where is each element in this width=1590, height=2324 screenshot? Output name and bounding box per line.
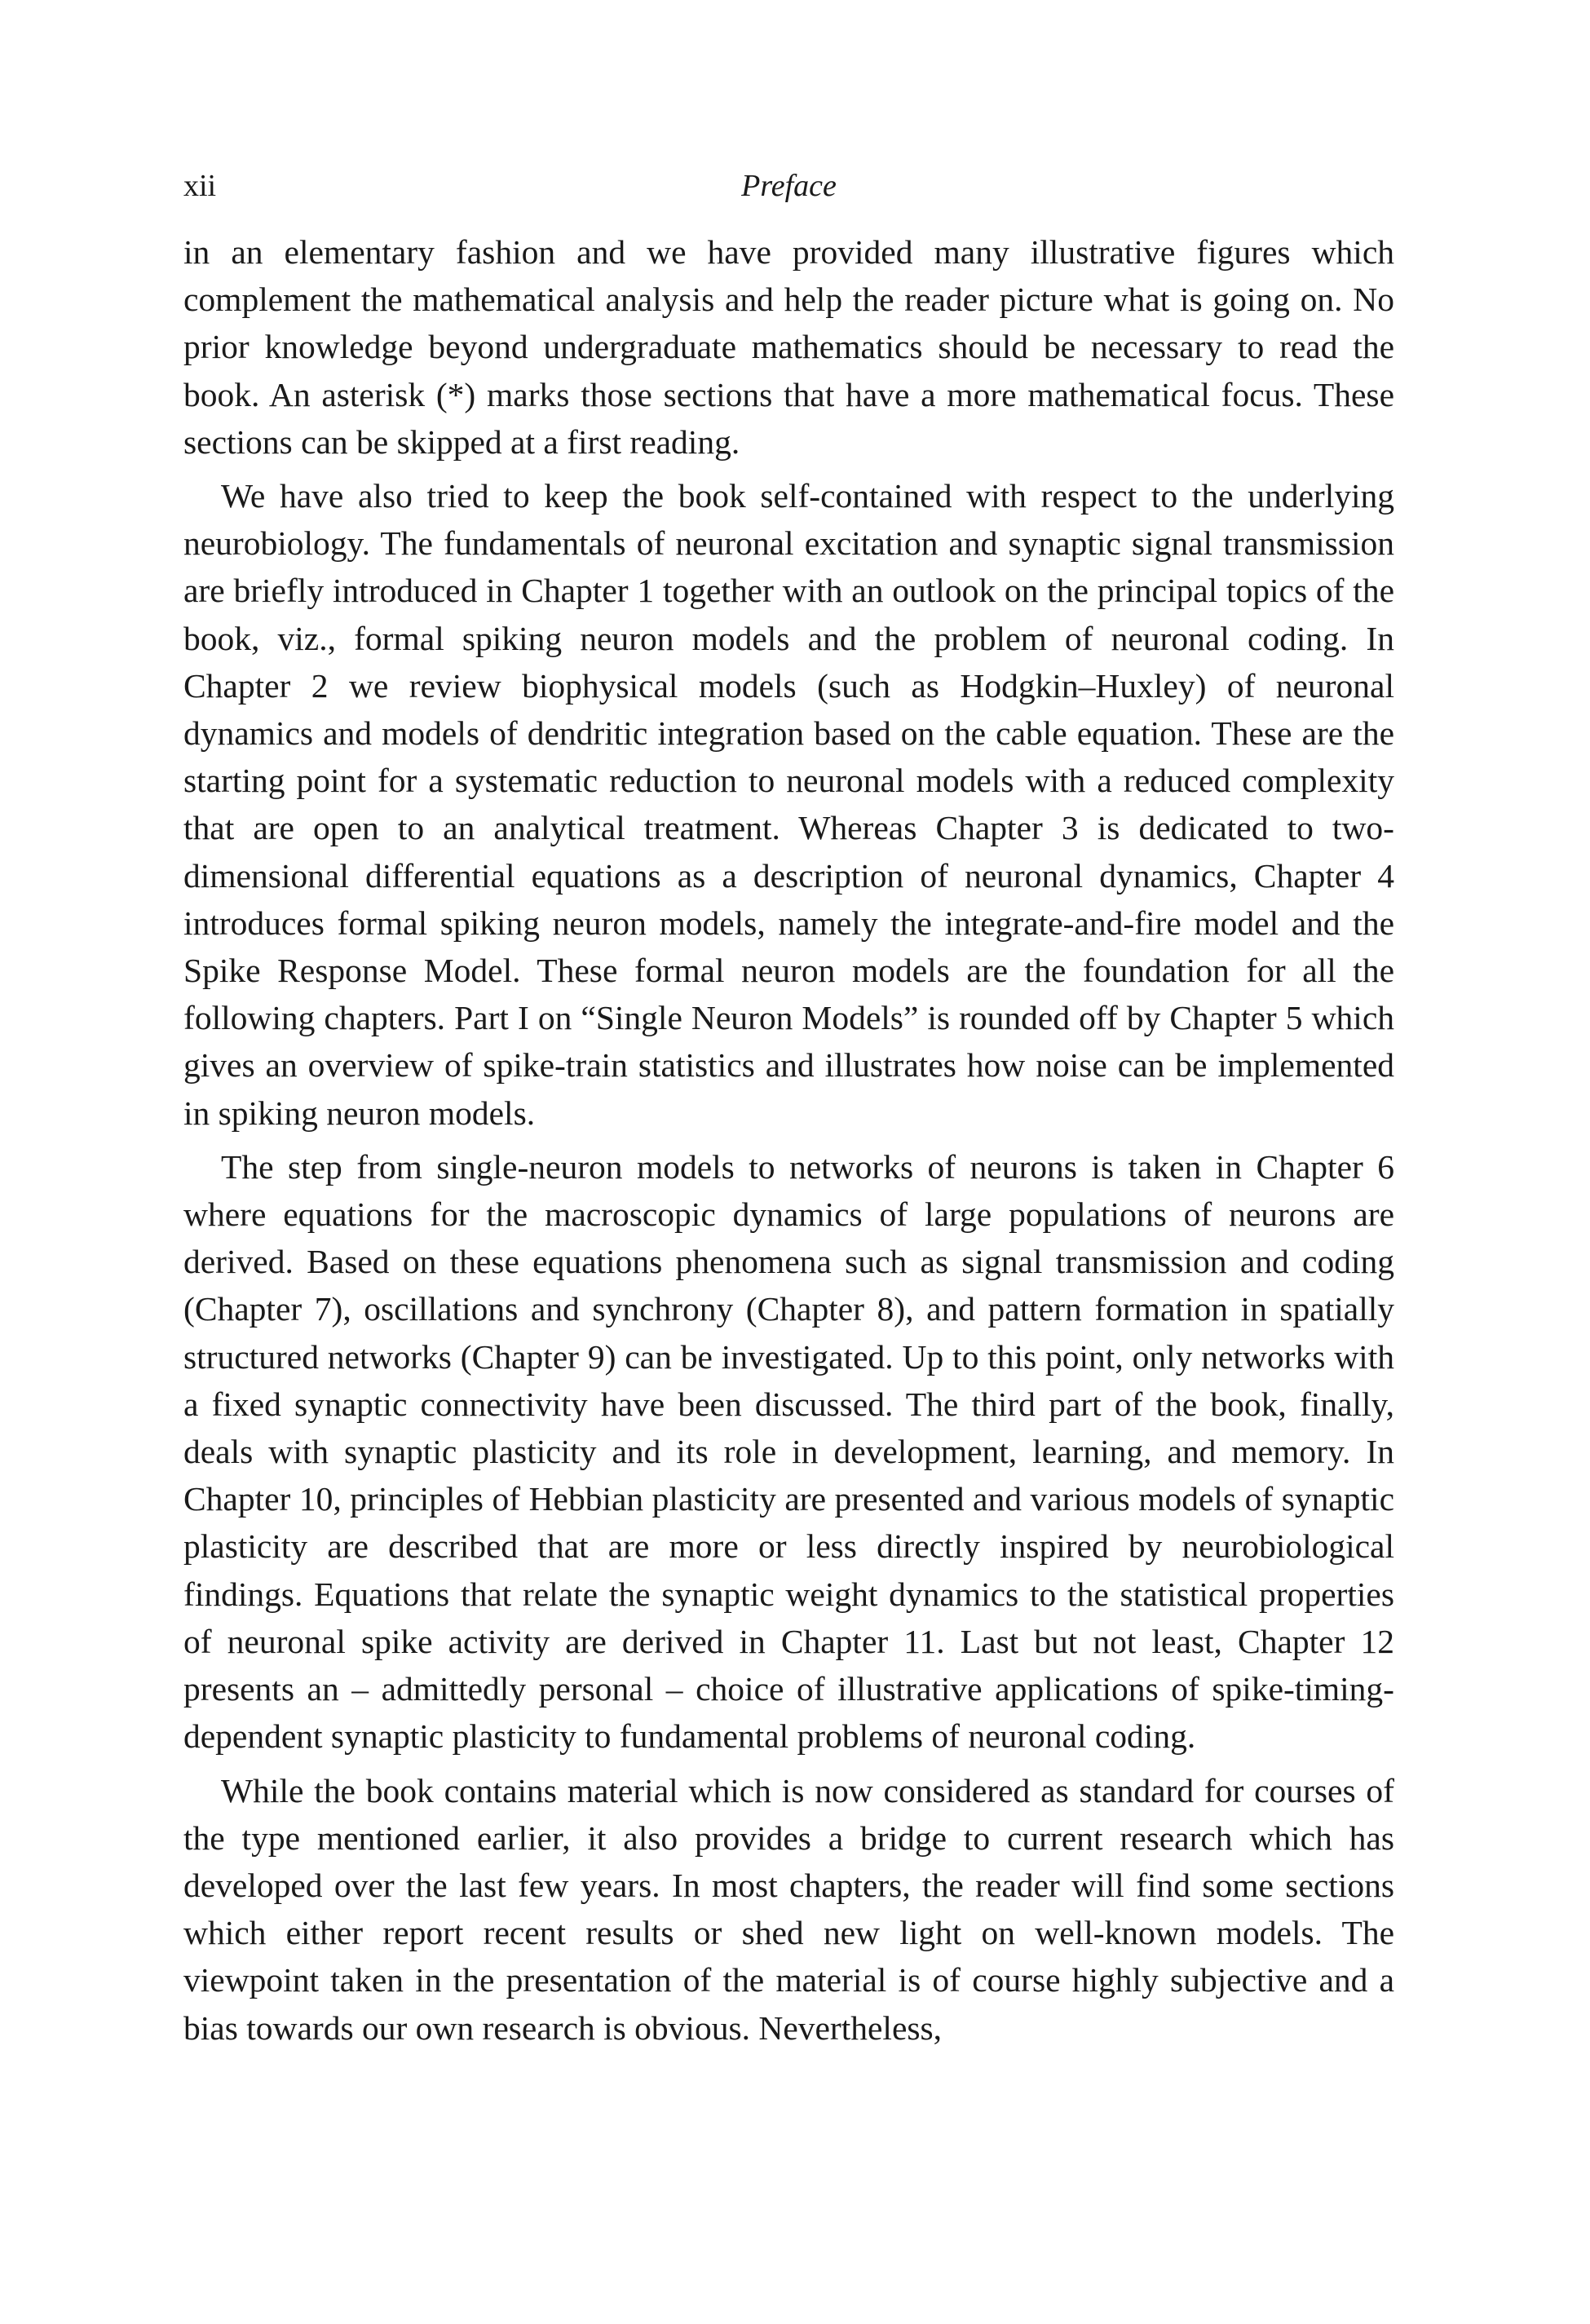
paragraph-1: in an elementary fashion and we have provided many illustrative figures which complement the mathematical analysis and help the reader picture what is going on. No prior knowledge beyond undergraduate mathematics should be necessary to read the book. An asterisk (*) marks those sections that have a more mathematical focus. These sections can be skipped at a first reading.	[183, 233, 1394, 461]
page-header	[183, 161, 1394, 210]
paragraph-3: The step from single-neuron models to networks of neurons is taken in Chapter 6 where equations for the macroscopic dynamics of large populations of neurons are derived. Based on these equations phenomena such as signal transmission and coding (Chapter 7), oscillations and synchrony (Chapter 8), and pattern formation in spatially structured networks (Chapter 9) can be investigated. Up to this point, only networks with a fixed synaptic connectivity have been discussed. The third part of the book, finally, deals with synaptic plasticity and its role in development, learning, and memory. In Chapter 10, principles of Hebbian plasticity are presented and various models of synaptic plasticity are described that are more or less directly inspired by neurobiological findings. Equations that relate the synaptic weight dynamics to the statistical properties of neuronal spike activity are derived in Chapter 11. Last but not least, Chapter 12 presents an – admittedly personal – choice of illustrative applications of spike-timing-dependent synaptic plasticity to fundamental problems of neuronal coding.	[183, 1147, 1394, 1756]
page-number: xii	[183, 169, 217, 203]
paragraph-2: We have also tried to keep the book self-contained with respect to the underlying neurobiology. The fundamentals of neuronal excitation and synaptic signal transmission are briefly introduced in Chapter 1 together with an outlook on the principal topics of the book, viz., formal spiking neuron models and the problem of neuronal coding. In Chapter 2 we review biophysical models (such as Hodgkin–Huxley) of neuronal dynamics and models of dendritic integration based on the cable equation. These are the starting point for a systematic reduction to neuronal models with a reduced complexity that are open to an analytical treatment. Whereas Chapter 3 is dedicated to two-dimensional differential equations as a description of neuronal dynamics, Chapter 4 introduces formal spiking neuron models, namely the integrate-and-fire model and the Spike Response Model. These formal neuron models are the foundation for all the following chapters. Part I on “Single Neuron Models” is rounded off by Chapter 5 which gives an overview of spike-train statistics and illustrates how noise can be implemented in spiking neuron models.	[183, 477, 1394, 1132]
paragraph-4: While the book contains material which is now considered as standard for courses of the type mentioned earlier, it also provides a bridge to current research which has developed over the last few years. In most chapters, the reader will find some sections which either report recent results or shed new light on well-known models. The viewpoint taken in the presentation of the material is of course highly subjective and a bias towards our own research is obvious. Nevertheless,	[183, 1771, 1394, 2047]
body-text	[183, 228, 1394, 2052]
running-head: Preface	[741, 169, 837, 203]
